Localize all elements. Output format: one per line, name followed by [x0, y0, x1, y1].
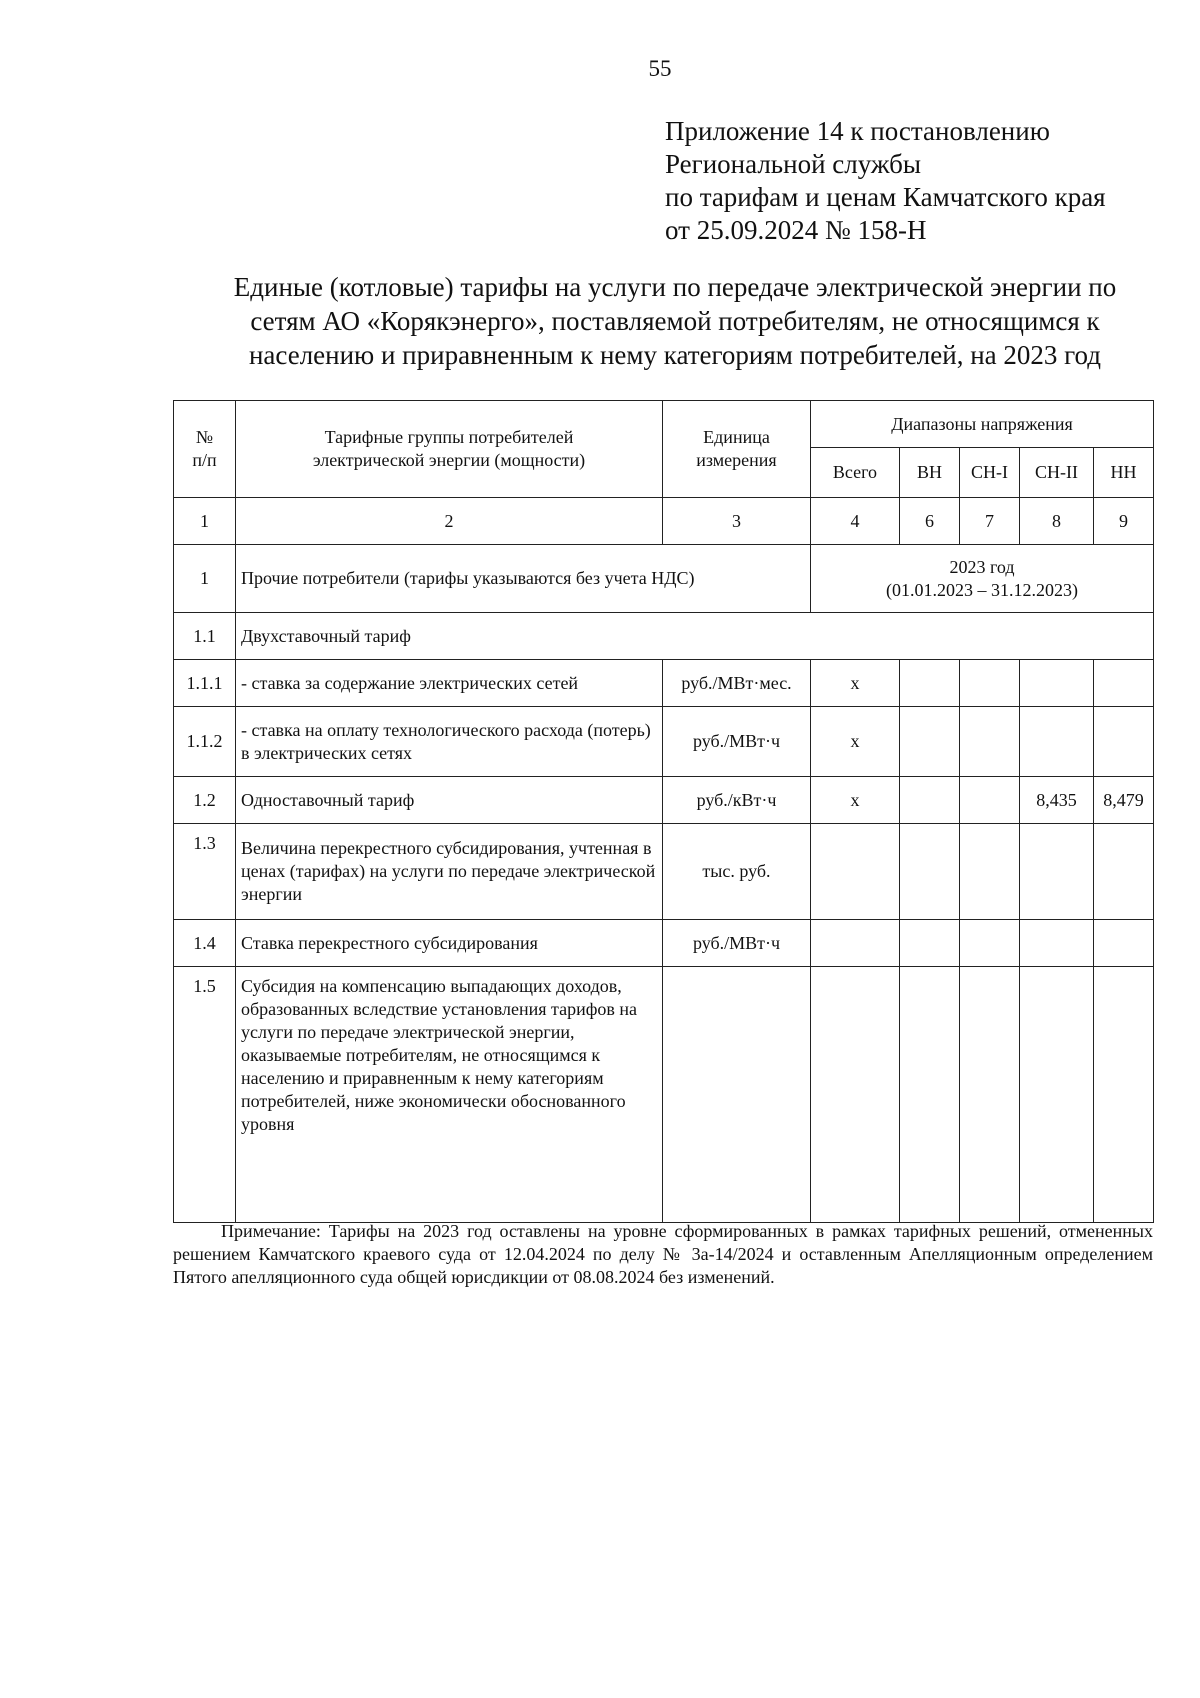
row-num: 1.1.2: [174, 707, 236, 777]
header-num-line-1: №: [195, 427, 214, 447]
value-sn2: [1020, 967, 1094, 1223]
header-col-vn: ВН: [900, 448, 960, 498]
value-sn1: [960, 777, 1020, 824]
row-unit: руб./МВт·мес.: [663, 660, 811, 707]
table-row: [174, 777, 1154, 824]
row-num: 1: [174, 545, 236, 613]
value-vn: [900, 777, 960, 824]
value-vn: [900, 824, 960, 920]
row-num: 1.2: [174, 777, 236, 824]
document-title: [175, 270, 1175, 372]
value-total: [811, 920, 900, 967]
col-number: 2: [236, 498, 663, 545]
row-num: 1.5: [174, 967, 236, 1223]
row-name: - ставка за содержание электрических сетей: [236, 660, 663, 707]
annex-header: [665, 115, 1106, 247]
value-total: [811, 824, 900, 920]
header-unit-line-1: Единица: [703, 427, 770, 447]
value-total: х: [811, 660, 900, 707]
row-unit: руб./кВт·ч: [663, 777, 811, 824]
row-unit: руб./МВт·ч: [663, 920, 811, 967]
value-total: х: [811, 777, 900, 824]
value-total: х: [811, 707, 900, 777]
row-name: Прочие потребители (тарифы указываются без учета НДС): [236, 545, 811, 613]
header-group: [236, 401, 663, 498]
value-nn: [1094, 660, 1154, 707]
row-name: - ставка на оплату технологического расхода (потерь) в электрических сетях: [236, 707, 663, 777]
header-row-1: [174, 401, 1154, 448]
table-row: [174, 824, 1154, 920]
footnote: Примечание: Тарифы на 2023 год оставлены на уровне сформированных в рамках тарифных решений, отмененных решением Камчатского краевого суда от 12.04.2024 по делу № 3а-14/2024 и оставленным Апелляционным определением Пятого апелляционного суда общей юрисдикции от 08.08.2024 без изменений.: [173, 1221, 1153, 1287]
col-number: 4: [811, 498, 900, 545]
title-line-2: сетям АО «Корякэнерго», поставляемой потребителям, не относящимся к: [250, 306, 1100, 336]
header-group-line-2: электрической энергии (мощности): [312, 450, 586, 470]
value-sn1: [960, 707, 1020, 777]
value-nn: [1094, 707, 1154, 777]
annex-line-4: от 25.09.2024 № 158-Н: [665, 215, 927, 245]
value-sn2: [1020, 920, 1094, 967]
header-voltage: Диапазоны напряжения: [811, 401, 1154, 448]
header-num-line-2: п/п: [192, 450, 217, 470]
row-name: Величина перекрестного субсидирования, учтенная в ценах (тарифах) на услуги по передаче электрической энергии: [236, 824, 663, 920]
row-num: 1.3: [174, 824, 236, 920]
row-unit: руб./МВт·ч: [663, 707, 811, 777]
value-sn2: [1020, 824, 1094, 920]
col-number: 6: [900, 498, 960, 545]
tariff-table: [173, 400, 1154, 1223]
period-cell: [811, 545, 1154, 613]
header-num: [174, 401, 236, 498]
table-row: [174, 660, 1154, 707]
value-vn: [900, 660, 960, 707]
value-vn: [900, 920, 960, 967]
row-num: 1.1.1: [174, 660, 236, 707]
header-col-sn1: СН-I: [960, 448, 1020, 498]
row-unit: тыс. руб.: [663, 824, 811, 920]
col-number: 7: [960, 498, 1020, 545]
header-col-nn: НН: [1094, 448, 1154, 498]
col-number: 3: [663, 498, 811, 545]
row-num: 1.4: [174, 920, 236, 967]
annex-line-1: Приложение 14 к постановлению: [665, 116, 1050, 146]
table-row: [174, 967, 1154, 1223]
value-nn: [1094, 920, 1154, 967]
value-sn1: [960, 824, 1020, 920]
table-row: [174, 707, 1154, 777]
value-sn2: 8,435: [1020, 777, 1094, 824]
value-nn: 8,479: [1094, 777, 1154, 824]
table-row: [174, 613, 1154, 660]
row-name: Одноставочный тариф: [236, 777, 663, 824]
col-number: 8: [1020, 498, 1094, 545]
value-sn1: [960, 967, 1020, 1223]
row-name: Субсидия на компенсацию выпадающих доходов, образованных вследствие установления тарифов на услуги по передаче электрической энергии, оказываемые потребителям, не относящимся к населению и приравненным к нему категориям потребителей, ниже экономически обоснованного уровня: [236, 967, 663, 1223]
value-sn2: [1020, 707, 1094, 777]
title-line-1: Единые (котловые) тарифы на услуги по передаче электрической энергии по: [233, 272, 1117, 302]
period-range: (01.01.2023 – 31.12.2023): [886, 579, 1079, 600]
value-sn1: [960, 660, 1020, 707]
header-group-line-1: Тарифные группы потребителей: [324, 427, 574, 447]
value-nn: [1094, 824, 1154, 920]
col-number: 1: [174, 498, 236, 545]
row-unit: [663, 967, 811, 1223]
row-num: 1.1: [174, 613, 236, 660]
value-vn: [900, 707, 960, 777]
column-number-row: [174, 498, 1154, 545]
title-line-3: населению и приравненным к нему категориям потребителей, на 2023 год: [248, 340, 1102, 370]
header-unit-line-2: измерения: [696, 450, 777, 470]
table-row: [174, 545, 1154, 613]
value-vn: [900, 967, 960, 1223]
header-unit: [663, 401, 811, 498]
period-year: 2023 год: [949, 556, 1015, 577]
value-sn1: [960, 920, 1020, 967]
header-col-total: Всего: [811, 448, 900, 498]
annex-line-3: по тарифам и ценам Камчатского края: [665, 182, 1106, 212]
table-row: [174, 920, 1154, 967]
header-col-sn2: СН-II: [1020, 448, 1094, 498]
col-number: 9: [1094, 498, 1154, 545]
value-nn: [1094, 967, 1154, 1223]
page-number: 55: [648, 56, 672, 81]
annex-line-2: Региональной службы: [665, 149, 922, 179]
row-name: Ставка перекрестного субсидирования: [236, 920, 663, 967]
value-sn2: [1020, 660, 1094, 707]
row-name: Двухставочный тариф: [236, 613, 1154, 660]
value-total: [811, 967, 900, 1223]
